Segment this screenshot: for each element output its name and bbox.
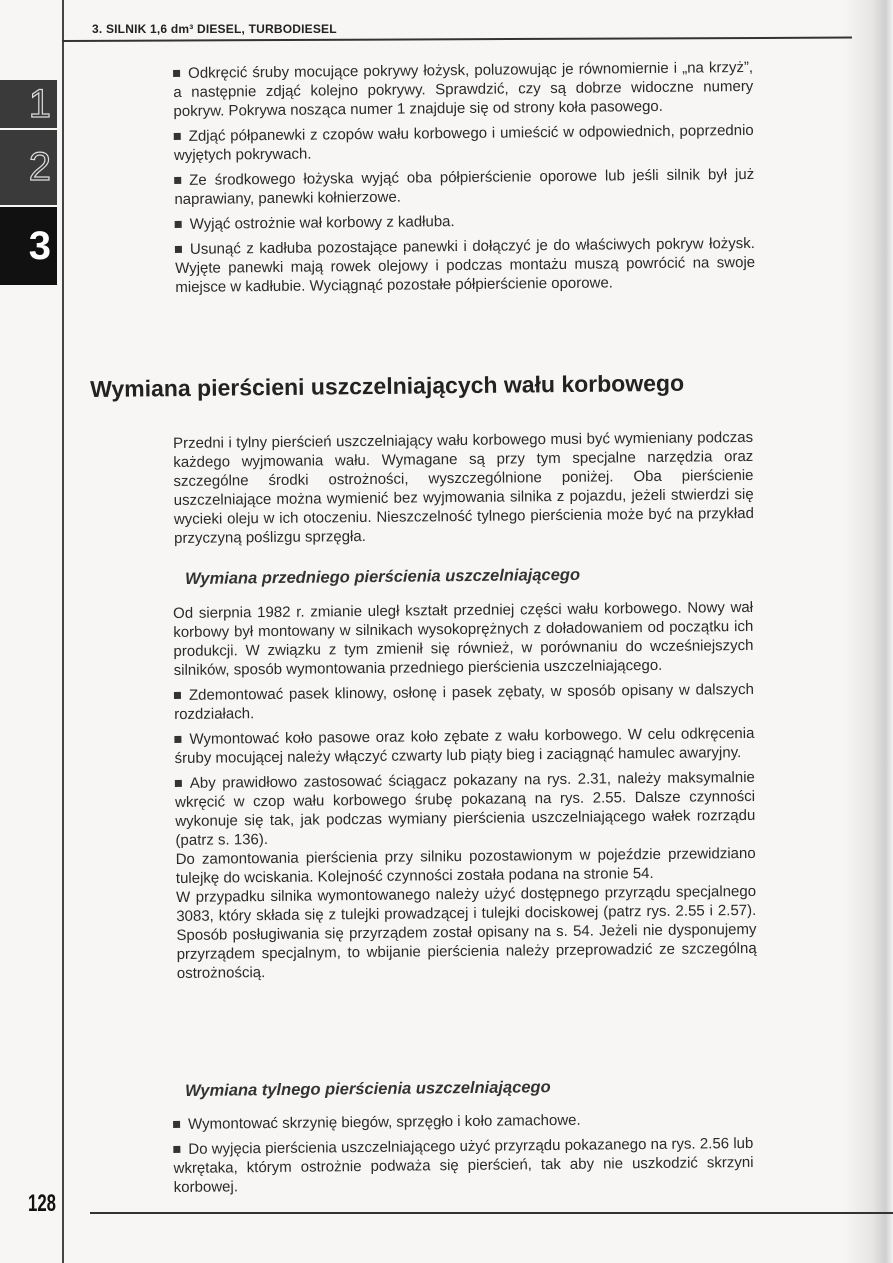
chapter-tab-3: 3 [0,207,57,285]
paragraph: Od sierpnia 1982 r. zmianie uległ kształt przedniej części wału korbowego. Nowy wał korbowy był montowany w silnikach wysokoprężnych z doładowaniem od początku ich produkcji. W związku z tym zmienił się również, w porównaniu do wcześniejszych silników, sposób wymontowania przedniego pierścienia uszczelniającego. [173,598,754,679]
bullet-paragraph: Zdemontować pasek klinowy, osłonę i pasek zębaty, w sposób opisany w dalszych rozdziałach. [174,680,755,723]
footer-rule [90,1212,893,1214]
bullet-icon [175,246,182,253]
paragraph: W przypadku silnika wymontowanego należy użyć dostępnego przyrządu specjalnego 3083, który składa się z tulejki prowadzącej i tulejki dociskowej (patrz rys. 2.55 i 2.57). Sposób posługiwania się przyrządem został opisany na s. 54. Jeżeli nie dysponujemy przyrządem specjalnym, to wbijanie pierścienia należy przeprowadzić ze szczególną ostrożnością. [175,882,757,982]
rear-seal-block [173,1109,754,1203]
bullet-icon [174,177,181,184]
subheading-rear-seal: Wymiana tylnego pierścienia uszczelniającego [185,1078,551,1100]
margin-rule [62,0,64,1263]
bullet-paragraph: Do wyjęcia pierścienia uszczelniającego użyć przyrządu pokazanego na rys. 2.56 lub wkrętaka, którym ostrożnie podważa się pierścień, tak aby nie uszkodzić skrzyni korbowej. [173,1134,754,1196]
bullet-icon [173,1121,180,1128]
chapter-tab-1: 1 [0,80,57,128]
bullet-icon [174,133,181,140]
intro-paragraph: Przedni i tylny pierścień uszczelniający wału korbowego musi być wymieniany podczas każdego wyjmowania wału. Wymagane są przy tym specjalne narzędzia oraz szczególne środki ostrożności, wyszczególnione poniżej. Oba pierścienie uszczelniające można wymienić bez wyjmowania silnika z pojazdu, jeżeli stwierdzi się wycieki oleju w ich otoczeniu. Nieszczelność tylnego pierścienia może być na przykład przyczyną poślizgu sprzęgła. [173,428,754,547]
front-seal-block [173,598,757,989]
section-crankshaft-removal [173,58,755,303]
section-heading: Wymiana pierścieni uszczelniających wału korbowego [90,369,685,402]
bullet-paragraph: Ze środkowego łożyska wyjąć oba półpierścienie oporowe lub jeśli silnik był już naprawiany, panewki kołnierzowe. [174,165,755,208]
bullet-paragraph: Wymontować skrzynię biegów, sprzęgło i koło zamachowe. [173,1109,753,1134]
bullet-icon [173,70,180,77]
bullet-paragraph: Zdjąć półpanewki z czopów wału korbowego i umieścić w odpowiednich, poprzednio wyjętych pokrywach. [173,121,754,164]
bullet-icon [174,736,181,743]
bullet-paragraph: Usunąć z kadłuba pozostające panewki i dołączyć je do właściwych pokryw łożysk. Wyjęte panewki mają rowek olejowy i podczas montażu muszą powrócić na swoje miejsce w kadłubie. Wyciągnąć pozostałe półpierścienie oporowe. [175,234,756,296]
header-rule [62,37,852,42]
paragraph: Do zamontowania pierścienia przy silniku pozostawionym w pojeździe przewidziano tulejkę do wciskania. Kolejność czynności została podana na stronie 54. [175,844,756,887]
bullet-paragraph: Wyjąć ostrożnie wał korbowy z kadłuba. [175,209,755,234]
bullet-paragraph: Odkręcić śruby mocujące pokrywy łożysk, poluzowując je równomiernie i „na krzyż”, a następnie zdjąć kolejno pokrywy. Sprawdzić, czy są dobrze widoczne numery pokryw. Pokrywa nosząca numer 1 znajduje się od strony koła pasowego. [173,58,754,120]
bullet-icon [175,780,182,787]
chapter-tab-2: 2 [0,130,57,205]
intro-block [173,428,754,554]
running-header: 3. SILNIK 1,6 dm³ DIESEL, TURBODIESEL [92,22,337,36]
subheading-front-seal: Wymiana przedniego pierścienia uszczelniającego [185,565,581,588]
bullet-icon [173,1146,180,1153]
page-number: 128 [28,1190,57,1217]
bullet-icon [175,221,182,228]
bullet-paragraph: Aby prawidłowo zastosować ściągacz pokazany na rys. 2.31, należy maksymalnie wkręcić w czop wału korbowego śrubę pokazaną na rys. 2.55. Dalsze czynności wykonuje się tak, jak podczas wymiany pierścienia uszczelniającego wałek rozrządu (patrz s. 136). [174,768,756,849]
page-edge-shadow [843,0,893,1263]
bullet-paragraph: Wymontować koło pasowe oraz koło zębate z wału korbowego. W celu odkręcenia śruby mocującej należy włączyć czwarty lub piąty bieg i zaciągnąć hamulec awaryjny. [174,724,755,767]
bullet-icon [174,692,181,699]
